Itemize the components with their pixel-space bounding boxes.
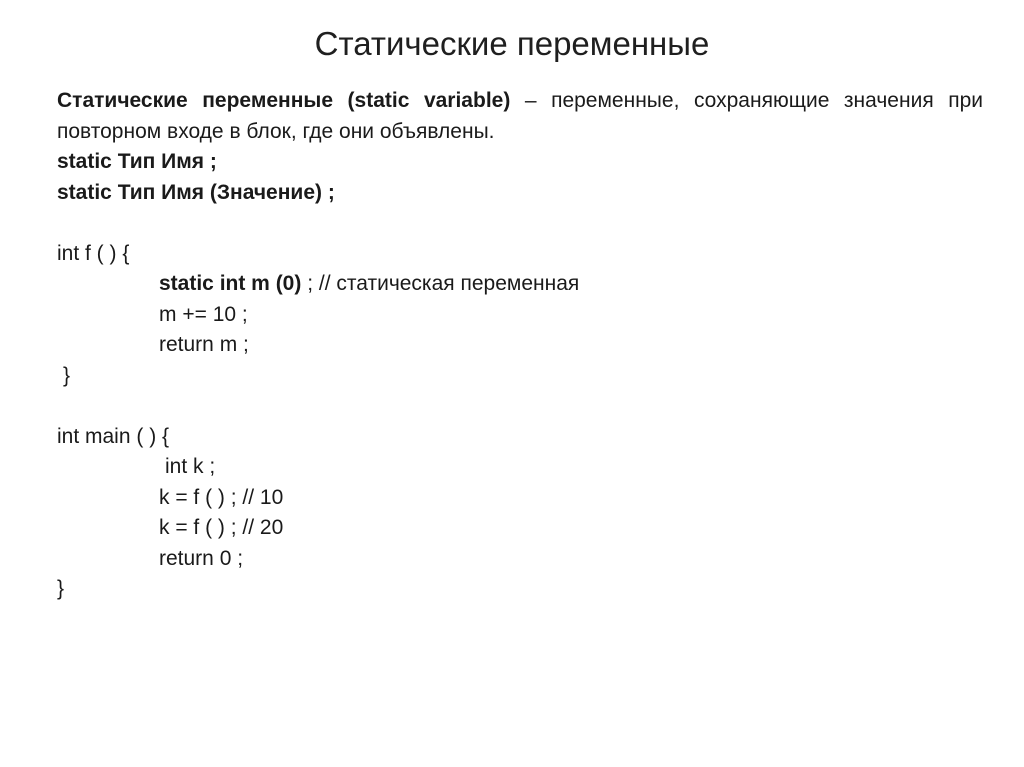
code-main-close: } [57,577,65,600]
spacer [57,208,983,239]
code-main-call2: k = f ( ) ; // 20 [159,516,284,539]
definition-text: – переменные, сохраняющие значения при повторном входе в блок, где они объявлены. [57,89,984,143]
syntax-line-1: static Тип Имя ; [57,150,217,173]
slide-title: Статические переменные [314,25,710,62]
code-main-decl: int k ; [165,455,216,478]
code-f-static-comment: ; // статическая переменная [301,272,580,295]
spacer [57,391,983,422]
code-main-return: return 0 ; [159,546,244,570]
code-f-header: int f ( ) { [57,241,130,265]
code-f-close: } [63,363,71,387]
code-f-return: return m ; [159,333,249,356]
definition-paragraph [57,86,983,147]
code-f-static-decl: static int m (0) [159,272,302,295]
code-main-header: int main ( ) { [57,424,170,448]
slide-body [57,86,983,605]
syntax-line-2: static Тип Имя (Значение) ; [57,180,335,204]
code-f-static-line [57,269,983,300]
code-main-call1: k = f ( ) ; // 10 [159,485,284,509]
definition-term: Статические переменные (static variable) [57,89,511,112]
code-f-add: m += 10 ; [159,302,248,326]
